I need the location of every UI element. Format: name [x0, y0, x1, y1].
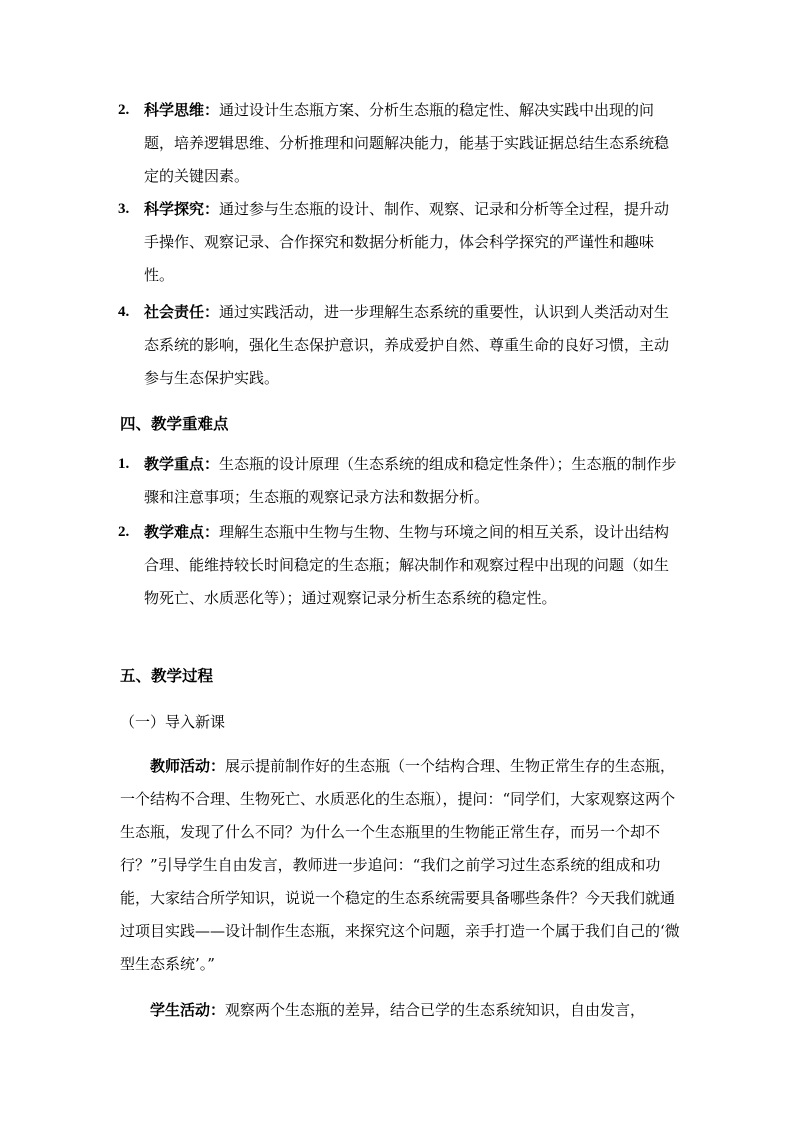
item-number: 1.	[118, 456, 130, 472]
item-text: 通过设计生态瓶方案、分析生态瓶的稳定性、解决实践中出现的问题，培养逻辑思维、分析推理和问题解决能力，能基于实践证据总结生态系统稳定的关键因素。	[144, 101, 670, 185]
item-text: 生态瓶的设计原理（生态系统的组成和稳定性条件）；生态瓶的制作步骤和注意事项；生态瓶的观察记录方法和数据分析。	[144, 455, 677, 506]
objective-item-4	[118, 296, 679, 395]
item-label: 教学重点	[144, 455, 205, 473]
key-point-item-2	[118, 516, 679, 615]
item-separator: ：	[204, 101, 220, 119]
item-text: 通过实践活动，进一步理解生态系统的重要性，认识到人类活动对生态系统的影响，强化生态保护意识，养成爱护自然、尊重生命的良好习惯，主动参与生态保护实践。	[144, 303, 670, 387]
teacher-activity-text: 展示提前制作好的生态瓶（一个结构合理、生物正常生存的生态瓶，一个结构不合理、生物死亡、水质恶化的生态瓶），提问：“同学们，大家观察这两个生态瓶，发现了什么不同？为什么一个生态瓶里的生物能正常生存，而另一个却不行？”引导学生自由发言，教师进一步追问：“我们之前学习过生态系统的组成和功能，大家结合所学知识，说说一个稳定的生态系统需要具备哪些条件？今天我们就通过项目实践——设计制作生态瓶，来探究这个问题，亲手打造一个属于我们自己的‘微型生态系统’。”	[120, 757, 680, 973]
item-label: 科学探究	[144, 200, 205, 218]
item-separator: ：	[204, 303, 220, 321]
student-activity-text: 观察两个生态瓶的差异，结合已学的生态系统知识，自由发言，	[225, 1001, 646, 1019]
section-heading-key-points: 四、教学重难点	[120, 414, 229, 433]
item-number: 3.	[118, 201, 130, 217]
item-number: 2.	[118, 102, 130, 118]
student-activity-separator: ：	[210, 1001, 226, 1019]
teacher-activity-paragraph	[120, 750, 680, 981]
item-separator: ：	[204, 455, 220, 473]
teacher-activity-separator: ：	[210, 757, 226, 775]
key-point-item-1	[118, 448, 679, 514]
section-heading-teaching-process: 五、教学过程	[120, 666, 214, 685]
objective-item-3	[118, 193, 679, 292]
item-label: 社会责任	[144, 303, 205, 321]
item-number: 2.	[118, 524, 130, 540]
objective-item-2	[118, 94, 679, 193]
item-number: 4.	[118, 304, 130, 320]
subsection-heading-intro: （一）导入新课	[120, 713, 226, 731]
teacher-activity-label: 教师活动	[150, 757, 211, 775]
item-separator: ：	[204, 200, 220, 218]
item-separator: ：	[204, 523, 220, 541]
item-label: 教学难点	[144, 523, 205, 541]
item-text: 通过参与生态瓶的设计、制作、观察、记录和分析等全过程，提升动手操作、观察记录、合作探究和数据分析能力，体会科学探究的严谨性和趣味性。	[144, 200, 670, 284]
student-activity-paragraph	[120, 994, 680, 1027]
item-text: 理解生态瓶中生物与生物、生物与环境之间的相互关系，设计出结构合理、能维持较长时间稳定的生态瓶；解决制作和观察过程中出现的问题（如生物死亡、水质恶化等）；通过观察记录分析生态系统的稳定性。	[144, 523, 670, 607]
item-label: 科学思维	[144, 101, 205, 119]
student-activity-label: 学生活动	[150, 1001, 211, 1019]
